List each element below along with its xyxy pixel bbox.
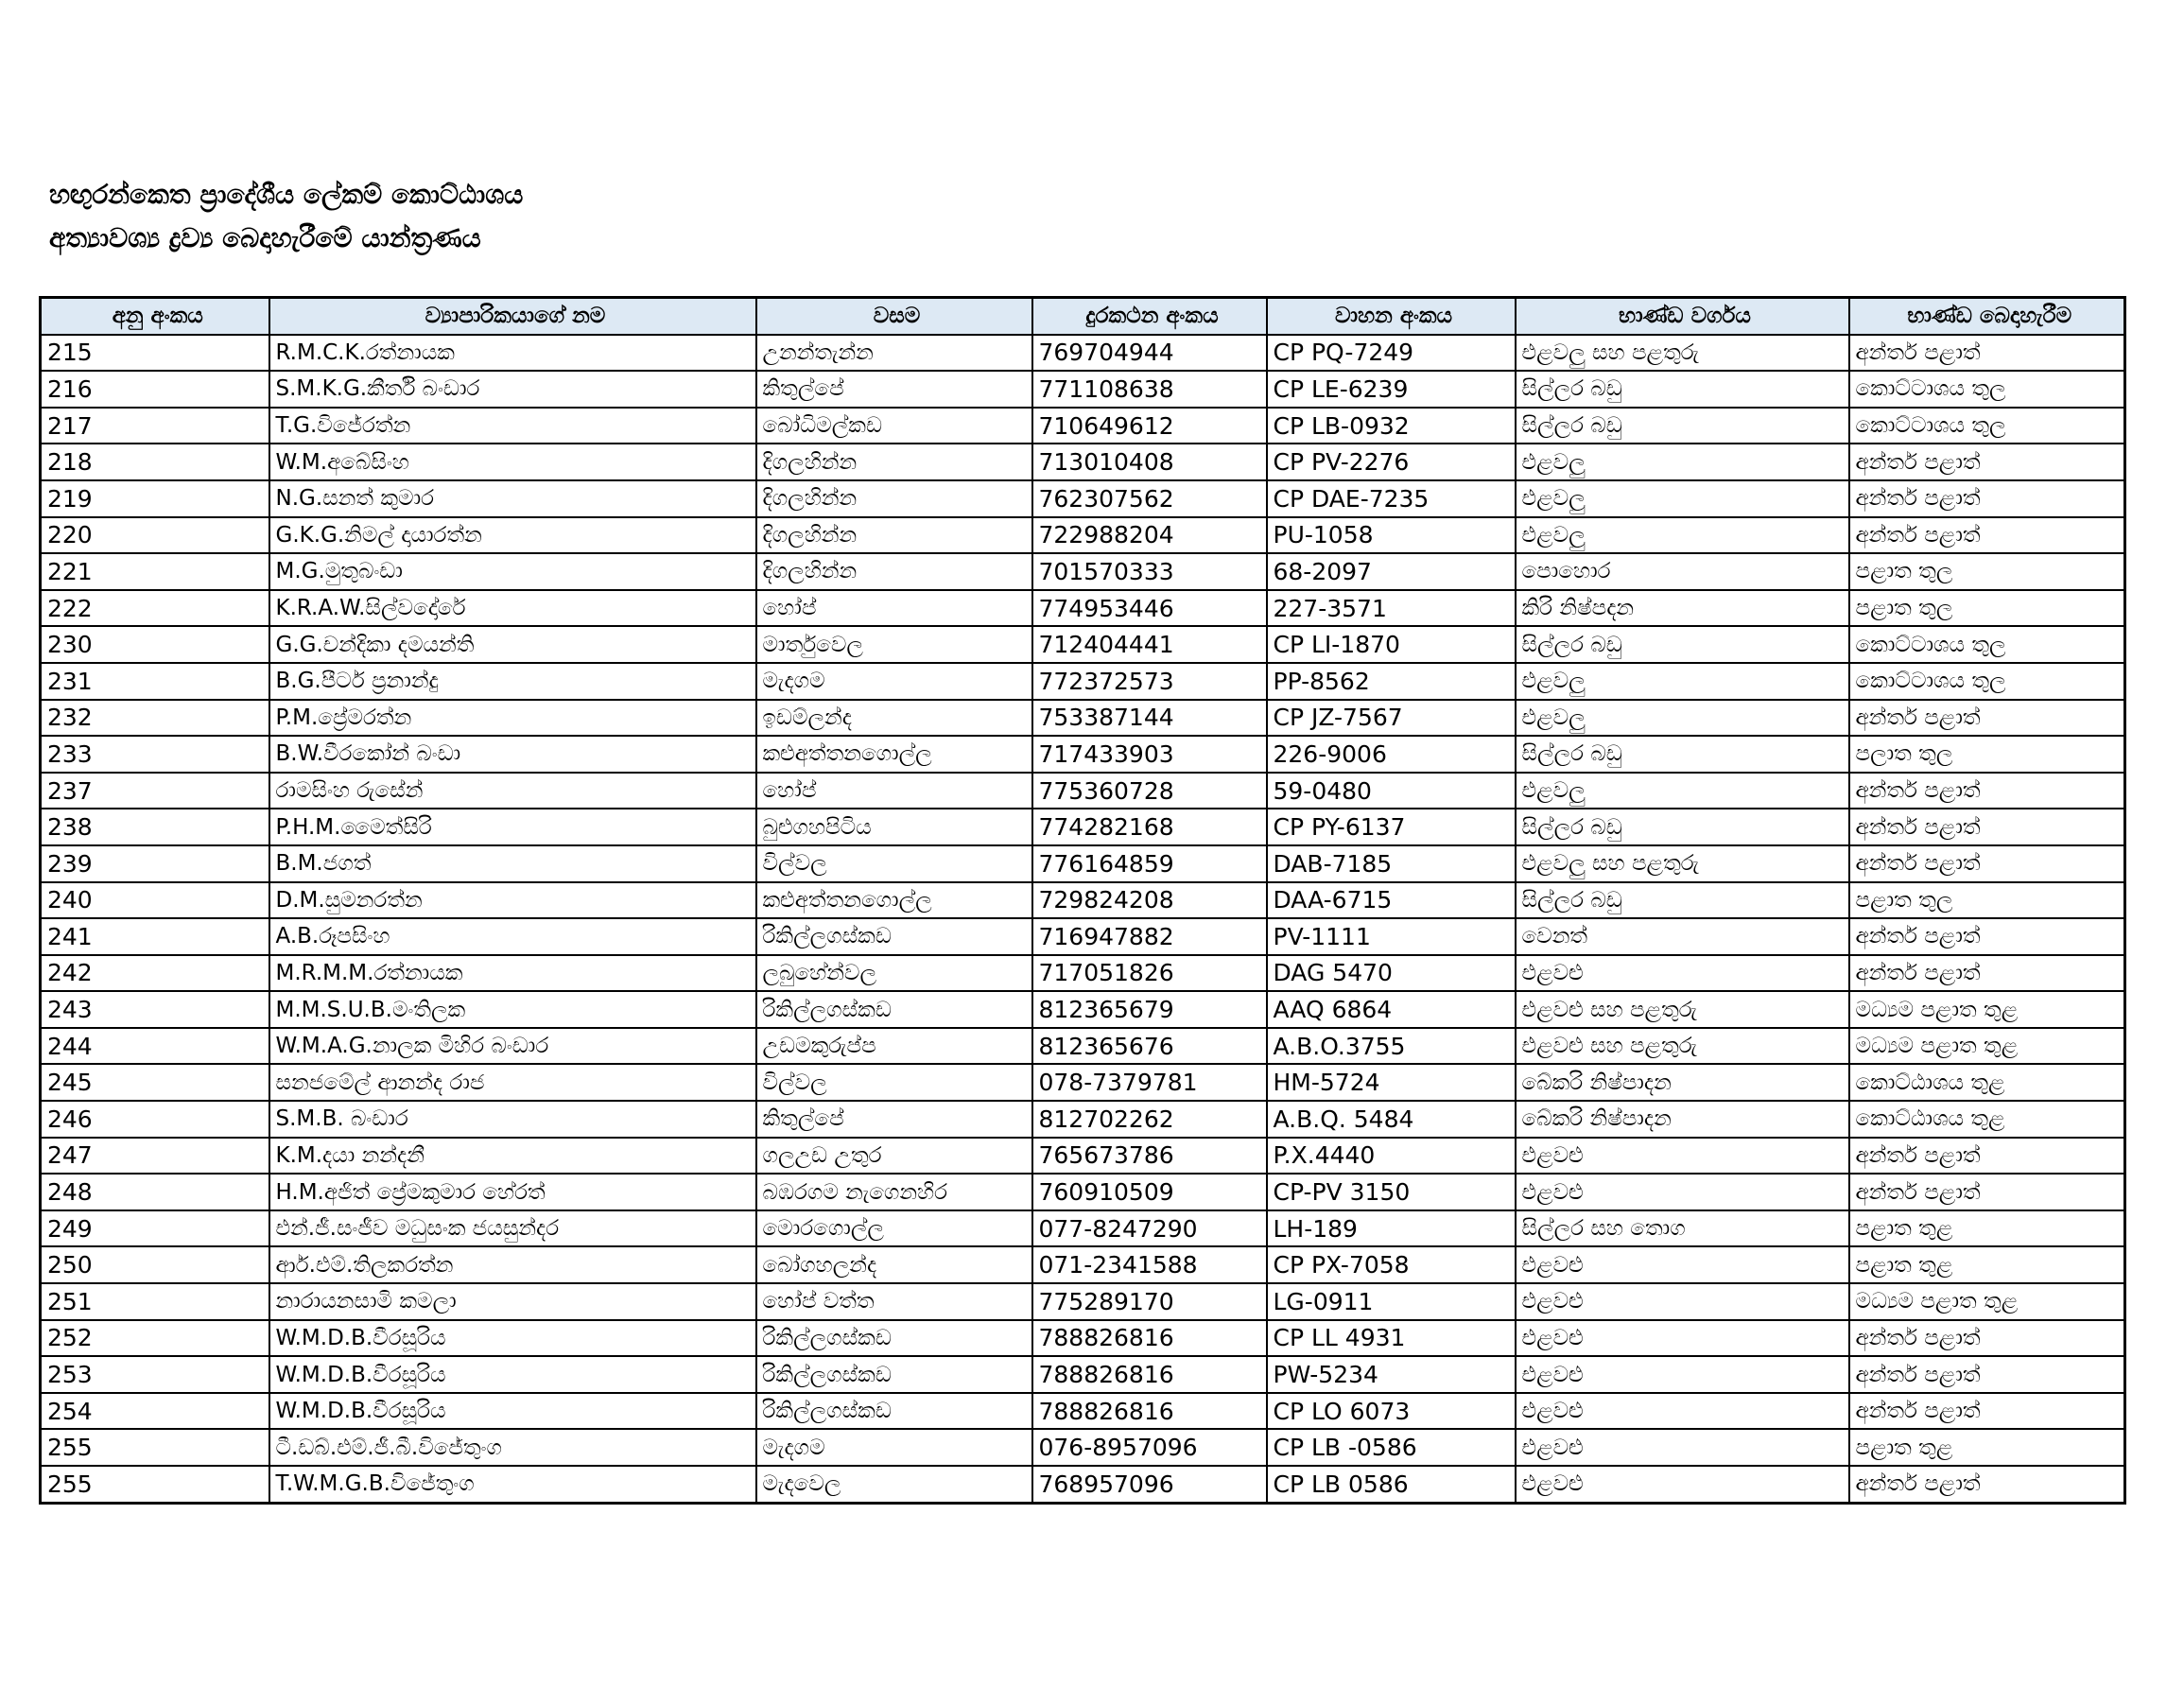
table-row: [41, 1466, 2125, 1503]
distribution-area-cell: අන්තර් පළාත්: [1849, 845, 2125, 882]
table-row: [41, 1101, 2125, 1138]
phone-number-cell: 812365679: [1032, 991, 1267, 1028]
trader-name-cell: ආර්.එම්.තිලකරත්න: [269, 1246, 756, 1283]
phone-number-cell: 788826816: [1032, 1356, 1267, 1393]
document-heading: [49, 173, 1373, 260]
serial-number-cell: 218: [41, 444, 269, 480]
vehicle-number-cell: CP LB-0932: [1267, 408, 1516, 444]
division-cell: බෝධිමල්කඩ: [756, 408, 1032, 444]
office-title: හඟුරන්කෙත ප්‍රාදේශීය ලේකම් කොට්ඨාශය: [49, 179, 524, 210]
division-cell: හෝප්: [756, 773, 1032, 809]
phone-number-cell: 077-8247290: [1032, 1210, 1267, 1247]
serial-number-cell: 254: [41, 1393, 269, 1430]
trader-name-cell: T.W.M.G.B.විජේතුංග: [269, 1466, 756, 1503]
distribution-area-cell: අන්තර් පළාත්: [1849, 1466, 2125, 1503]
phone-number-cell: 776164859: [1032, 845, 1267, 882]
phone-number-cell: 701570333: [1032, 553, 1267, 590]
vehicle-number-cell: A.B.O.3755: [1267, 1028, 1516, 1065]
serial-number-cell: 250: [41, 1246, 269, 1283]
table-row: [41, 517, 2125, 554]
phone-number-cell: 712404441: [1032, 626, 1267, 663]
trader-name-cell: W.M.අබේසිංහ: [269, 444, 756, 480]
trader-name-cell: B.G.පීටර් ප්‍රනාන්දු: [269, 663, 756, 700]
table-row: [41, 809, 2125, 845]
phone-number-cell: 716947882: [1032, 918, 1267, 955]
trader-name-cell: K.R.A.W.සිල්වදෝරේ: [269, 590, 756, 627]
goods-type-cell: එළවළු: [1516, 1138, 1849, 1175]
goods-type-cell: එළවලු: [1516, 517, 1849, 554]
table-row: [41, 590, 2125, 627]
vehicle-number-cell: CP LE-6239: [1267, 371, 1516, 408]
division-cell: හෝප් වත්ත: [756, 1283, 1032, 1320]
division-cell: බඹරගම නැගෙනහිර: [756, 1174, 1032, 1210]
vehicle-number-cell: AAQ 6864: [1267, 991, 1516, 1028]
distribution-area-cell: කොට්ඨාශය තුළ: [1849, 1101, 2125, 1138]
phone-number-cell: 071-2341588: [1032, 1246, 1267, 1283]
distribution-area-cell: අන්තර් පළාත්: [1849, 918, 2125, 955]
table-row: [41, 1283, 2125, 1320]
goods-type-cell: එළවළු: [1516, 1283, 1849, 1320]
distribution-area-cell: කොට්ඨාශය තුළ: [1849, 1064, 2125, 1101]
goods-type-cell: එළවලු: [1516, 773, 1849, 809]
phone-number-cell: 775289170: [1032, 1283, 1267, 1320]
trader-name-cell: S.M.K.G.කීර්ති බංඩාර: [269, 371, 756, 408]
phone-number-cell: 713010408: [1032, 444, 1267, 480]
goods-type-cell: එළවලු: [1516, 700, 1849, 737]
division-cell: රිකිල්ලගස්කඩ: [756, 991, 1032, 1028]
goods-type-cell: එළවලු: [1516, 480, 1849, 517]
phone-number-cell: 771108638: [1032, 371, 1267, 408]
serial-number-cell: 255: [41, 1429, 269, 1466]
goods-type-cell: එළවළු: [1516, 1174, 1849, 1210]
goods-type-cell: එළවළු: [1516, 955, 1849, 992]
vehicle-number-cell: PV-1111: [1267, 918, 1516, 955]
distribution-area-cell: පළාත තුල: [1849, 882, 2125, 919]
distribution-area-cell: අන්තර් පළාත්: [1849, 1393, 2125, 1430]
phone-number-cell: 078-7379781: [1032, 1064, 1267, 1101]
table-row: [41, 845, 2125, 882]
goods-type-cell: වෙනත්: [1516, 918, 1849, 955]
division-cell: උනන්තැන්න: [756, 335, 1032, 372]
goods-type-cell: එළවලු: [1516, 444, 1849, 480]
phone-number-cell: 788826816: [1032, 1393, 1267, 1430]
vehicle-number-cell: LG-0911: [1267, 1283, 1516, 1320]
serial-number-cell: 244: [41, 1028, 269, 1065]
goods-type-cell: එළවළු: [1516, 1393, 1849, 1430]
trader-name-cell: සනජමේල් ආනන්ද රාජ: [269, 1064, 756, 1101]
phone-number-cell: 812365676: [1032, 1028, 1267, 1065]
phone-number-cell: 774953446: [1032, 590, 1267, 627]
distribution-area-cell: අන්තර් පළාත්: [1849, 335, 2125, 372]
goods-type-cell: එළවලු සහ පළතුරු: [1516, 845, 1849, 882]
goods-type-cell: සිල්ලර බඩු: [1516, 882, 1849, 919]
division-cell: මොරගොල්ල: [756, 1210, 1032, 1247]
trader-name-cell: W.M.A.G.නාලක මිහිර බංඩාර: [269, 1028, 756, 1065]
table-row: [41, 553, 2125, 590]
header-distribution-area: භාණ්ඩ බෙදාහැරීම: [1849, 298, 2125, 335]
vehicle-number-cell: PU-1058: [1267, 517, 1516, 554]
vehicle-number-cell: CP-PV 3150: [1267, 1174, 1516, 1210]
distribution-area-cell: පළාත තුල: [1849, 590, 2125, 627]
goods-type-cell: පොහොර: [1516, 553, 1849, 590]
trader-name-cell: P.M.ප්‍රේමරත්න: [269, 700, 756, 737]
header-phone-number: දුරකථන අංකය: [1032, 298, 1267, 335]
phone-number-cell: 717433903: [1032, 736, 1267, 773]
phone-number-cell: 717051826: [1032, 955, 1267, 992]
goods-type-cell: සිල්ලර බඩු: [1516, 626, 1849, 663]
distribution-area-cell: පලාත තුල: [1849, 736, 2125, 773]
division-cell: රිකිල්ලගස්කඩ: [756, 1320, 1032, 1357]
division-cell: මැදගම: [756, 1429, 1032, 1466]
distribution-area-cell: පළාත තුළ: [1849, 1246, 2125, 1283]
division-cell: දිගලහින්න: [756, 480, 1032, 517]
trader-name-cell: P.H.M.මෛත්සිරි: [269, 809, 756, 845]
division-cell: බෝගහලන්ද: [756, 1246, 1032, 1283]
distribution-area-cell: අන්තර් පළාත්: [1849, 773, 2125, 809]
serial-number-cell: 239: [41, 845, 269, 882]
vehicle-number-cell: CP LB 0586: [1267, 1466, 1516, 1503]
serial-number-cell: 237: [41, 773, 269, 809]
serial-number-cell: 217: [41, 408, 269, 444]
trader-name-cell: B.W.වීරකෝන් බංඩා: [269, 736, 756, 773]
trader-name-cell: W.M.D.B.වීරසූරිය: [269, 1320, 756, 1357]
distribution-area-cell: අන්තර් පළාත්: [1849, 1174, 2125, 1210]
vehicle-number-cell: CP LL 4931: [1267, 1320, 1516, 1357]
trader-name-cell: D.M.සුමනරත්න: [269, 882, 756, 919]
phone-number-cell: 769704944: [1032, 335, 1267, 372]
table-row: [41, 444, 2125, 480]
vehicle-number-cell: CP PQ-7249: [1267, 335, 1516, 372]
division-cell: කළුඅත්තනගොල්ල: [756, 882, 1032, 919]
serial-number-cell: 247: [41, 1138, 269, 1175]
vehicle-number-cell: 226-9006: [1267, 736, 1516, 773]
phone-number-cell: 775360728: [1032, 773, 1267, 809]
table-row: [41, 700, 2125, 737]
vehicle-number-cell: PW-5234: [1267, 1356, 1516, 1393]
distribution-area-cell: මධ්‍යම පළාත තුළ: [1849, 1283, 2125, 1320]
vehicle-number-cell: CP PV-2276: [1267, 444, 1516, 480]
serial-number-cell: 231: [41, 663, 269, 700]
division-cell: දිගලහින්න: [756, 553, 1032, 590]
distribution-area-cell: පළාත තුළ: [1849, 1210, 2125, 1247]
goods-type-cell: එළවළු: [1516, 1429, 1849, 1466]
distribution-area-cell: පළාත තුල: [1849, 553, 2125, 590]
distribution-area-cell: අන්තර් පළාත්: [1849, 1320, 2125, 1357]
goods-type-cell: සිල්ලර සහ තොග: [1516, 1210, 1849, 1247]
distribution-area-cell: අන්තර් පළාත්: [1849, 955, 2125, 992]
trader-name-cell: නාරායනසාමි කමලා: [269, 1283, 756, 1320]
phone-number-cell: 076-8957096: [1032, 1429, 1267, 1466]
serial-number-cell: 245: [41, 1064, 269, 1101]
table-row: [41, 371, 2125, 408]
division-cell: ලබුහේන්වල: [756, 955, 1032, 992]
table-row: [41, 955, 2125, 992]
division-cell: රිකිල්ලගස්කඩ: [756, 918, 1032, 955]
vehicle-number-cell: HM-5724: [1267, 1064, 1516, 1101]
division-cell: කිතුල්පේ: [756, 1101, 1032, 1138]
vehicle-number-cell: CP LB -0586: [1267, 1429, 1516, 1466]
document-subtitle: අත්‍යාවශ්‍ය ද්‍රව්‍ය බෙදාහැරීමේ යාන්ත්‍රණය: [49, 222, 481, 253]
trader-name-cell: G.K.G.නිමල් දායාරත්න: [269, 517, 756, 554]
division-cell: ඉඩම්ලන්ද: [756, 700, 1032, 737]
vehicle-number-cell: CP JZ-7567: [1267, 700, 1516, 737]
serial-number-cell: 215: [41, 335, 269, 372]
table-row: [41, 1210, 2125, 1247]
vehicle-number-cell: LH-189: [1267, 1210, 1516, 1247]
serial-number-cell: 222: [41, 590, 269, 627]
serial-number-cell: 243: [41, 991, 269, 1028]
trader-name-cell: M.R.M.M.රත්නායක: [269, 955, 756, 992]
phone-number-cell: 765673786: [1032, 1138, 1267, 1175]
serial-number-cell: 219: [41, 480, 269, 517]
division-cell: විල්වල: [756, 845, 1032, 882]
phone-number-cell: 722988204: [1032, 517, 1267, 554]
distribution-area-cell: අන්තර් පළාත්: [1849, 1138, 2125, 1175]
division-cell: දිගලහින්න: [756, 517, 1032, 554]
serial-number-cell: 253: [41, 1356, 269, 1393]
phone-number-cell: 772372573: [1032, 663, 1267, 700]
table-row: [41, 1393, 2125, 1430]
serial-number-cell: 238: [41, 809, 269, 845]
serial-number-cell: 220: [41, 517, 269, 554]
distribution-area-cell: අන්තර් පළාත්: [1849, 480, 2125, 517]
vehicle-number-cell: PP-8562: [1267, 663, 1516, 700]
division-cell: ගලඋඩ උතුර: [756, 1138, 1032, 1175]
table-row: [41, 480, 2125, 517]
trader-name-cell: R.M.C.K.රත්නායක: [269, 335, 756, 372]
trader-name-cell: H.M.අජිත් ප්‍රේමකුමාර හේරත්: [269, 1174, 756, 1210]
goods-type-cell: සිල්ලර බඩු: [1516, 408, 1849, 444]
division-cell: රිකිල්ලගස්කඩ: [756, 1393, 1032, 1430]
table-row: [41, 408, 2125, 444]
serial-number-cell: 233: [41, 736, 269, 773]
goods-type-cell: එළවළු සහ පළතුරු: [1516, 1028, 1849, 1065]
goods-type-cell: එළවළු: [1516, 1466, 1849, 1503]
division-cell: හෝප්: [756, 590, 1032, 627]
division-cell: මාර්තුවෙල: [756, 626, 1032, 663]
distribution-area-cell: අන්තර් පළාත්: [1849, 700, 2125, 737]
table-row: [41, 1174, 2125, 1210]
trader-name-cell: W.M.D.B.වීරසූරිය: [269, 1393, 756, 1430]
header-vehicle-number: වාහන අංකය: [1267, 298, 1516, 335]
table-row: [41, 1320, 2125, 1357]
table-row: [41, 773, 2125, 809]
table-row: [41, 663, 2125, 700]
distribution-area-cell: කොට්ටාශය තුල: [1849, 408, 2125, 444]
phone-number-cell: 774282168: [1032, 809, 1267, 845]
division-cell: කළුඅත්තනගොල්ල: [756, 736, 1032, 773]
serial-number-cell: 251: [41, 1283, 269, 1320]
table-row: [41, 1356, 2125, 1393]
distribution-area-cell: කොට්ටාශය තුල: [1849, 663, 2125, 700]
vehicle-number-cell: 227-3571: [1267, 590, 1516, 627]
header-trader-name: ව්‍යාපාරිකයාගේ නම: [269, 298, 756, 335]
goods-type-cell: එළවළු: [1516, 1246, 1849, 1283]
goods-type-cell: සිල්ලර බඩු: [1516, 371, 1849, 408]
phone-number-cell: 753387144: [1032, 700, 1267, 737]
distribution-area-cell: මධ්‍යම පළාත තුළ: [1849, 1028, 2125, 1065]
vehicle-number-cell: CP PY-6137: [1267, 809, 1516, 845]
table-row: [41, 1429, 2125, 1466]
serial-number-cell: 255: [41, 1466, 269, 1503]
goods-type-cell: සිල්ලර බඩු: [1516, 736, 1849, 773]
vehicle-number-cell: P.X.4440: [1267, 1138, 1516, 1175]
trader-name-cell: M.G.මුතුබංඩා: [269, 553, 756, 590]
serial-number-cell: 241: [41, 918, 269, 955]
distribution-area-cell: අන්තර් පළාත්: [1849, 809, 2125, 845]
division-cell: මැදගම: [756, 663, 1032, 700]
serial-number-cell: 248: [41, 1174, 269, 1210]
division-cell: රිකිල්ලගස්කඩ: [756, 1356, 1032, 1393]
trader-name-cell: S.M.B. බංඩාර: [269, 1101, 756, 1138]
serial-number-cell: 240: [41, 882, 269, 919]
phone-number-cell: 768957096: [1032, 1466, 1267, 1503]
distribution-area-cell: කොට්ටාශය තුල: [1849, 626, 2125, 663]
vendor-table: [39, 296, 2126, 1505]
table-row: [41, 882, 2125, 919]
trader-name-cell: ටී.ඩබ්.එම්.ජී.බී.විජේතුංග: [269, 1429, 756, 1466]
goods-type-cell: සිල්ලර බඩු: [1516, 809, 1849, 845]
goods-type-cell: එළවළු: [1516, 1356, 1849, 1393]
distribution-area-cell: අන්තර් පළාත්: [1849, 444, 2125, 480]
serial-number-cell: 249: [41, 1210, 269, 1247]
vehicle-number-cell: CP DAE-7235: [1267, 480, 1516, 517]
vehicle-number-cell: CP LI-1870: [1267, 626, 1516, 663]
header-goods-type: භාණ්ඩ වර්ගය: [1516, 298, 1849, 335]
serial-number-cell: 252: [41, 1320, 269, 1357]
distribution-area-cell: අන්තර් පළාත්: [1849, 1356, 2125, 1393]
division-cell: මැදවෙල: [756, 1466, 1032, 1503]
goods-type-cell: කිරි නිෂ්පදන: [1516, 590, 1849, 627]
goods-type-cell: එළවලු: [1516, 663, 1849, 700]
serial-number-cell: 221: [41, 553, 269, 590]
serial-number-cell: 230: [41, 626, 269, 663]
goods-type-cell: එළවලු සහ පළතුරු: [1516, 335, 1849, 372]
vehicle-number-cell: CP LO 6073: [1267, 1393, 1516, 1430]
distribution-area-cell: කොට්ටාශය තුල: [1849, 371, 2125, 408]
trader-name-cell: W.M.D.B.වීරසූරිය: [269, 1356, 756, 1393]
trader-name-cell: N.G.සනත් කුමාර: [269, 480, 756, 517]
distribution-area-cell: මධ්‍යම පළාත තුළ: [1849, 991, 2125, 1028]
vehicle-number-cell: DAA-6715: [1267, 882, 1516, 919]
table-row: [41, 1246, 2125, 1283]
phone-number-cell: 710649612: [1032, 408, 1267, 444]
phone-number-cell: 729824208: [1032, 882, 1267, 919]
serial-number-cell: 216: [41, 371, 269, 408]
division-cell: විල්වල: [756, 1064, 1032, 1101]
trader-name-cell: B.M.ජගත්: [269, 845, 756, 882]
trader-name-cell: T.G.විජේරත්න: [269, 408, 756, 444]
trader-name-cell: G.G.චන්දිකා දමයන්ති: [269, 626, 756, 663]
serial-number-cell: 232: [41, 700, 269, 737]
serial-number-cell: 242: [41, 955, 269, 992]
distribution-area-cell: අන්තර් පළාත්: [1849, 517, 2125, 554]
table-row: [41, 1138, 2125, 1175]
division-cell: දිගලහින්න: [756, 444, 1032, 480]
vehicle-number-cell: CP PX-7058: [1267, 1246, 1516, 1283]
table-header-row: [41, 298, 2125, 335]
table-row: [41, 918, 2125, 955]
table-row: [41, 626, 2125, 663]
table-body: [41, 335, 2125, 1504]
division-cell: උඩමකුරුප්ප: [756, 1028, 1032, 1065]
trader-name-cell: එන්.ජී.සංජීව මධුසංක ජයසුන්දර: [269, 1210, 756, 1247]
division-cell: බුළුගහපිටිය: [756, 809, 1032, 845]
table-row: [41, 991, 2125, 1028]
trader-name-cell: K.M.දයා නන්දනී: [269, 1138, 756, 1175]
header-serial-number: අනු අංකය: [41, 298, 269, 335]
phone-number-cell: 762307562: [1032, 480, 1267, 517]
vehicle-number-cell: 68-2097: [1267, 553, 1516, 590]
goods-type-cell: එළවළු සහ පළතුරු: [1516, 991, 1849, 1028]
table-row: [41, 736, 2125, 773]
goods-type-cell: බේකරි නිෂ්පාදන: [1516, 1101, 1849, 1138]
trader-name-cell: රාමසිංහ රුසේන්: [269, 773, 756, 809]
division-cell: කිතුල්පේ: [756, 371, 1032, 408]
header-division: වසම: [756, 298, 1032, 335]
trader-name-cell: A.B.රූපසිංහ: [269, 918, 756, 955]
table-row: [41, 1064, 2125, 1101]
vehicle-number-cell: A.B.Q. 5484: [1267, 1101, 1516, 1138]
phone-number-cell: 760910509: [1032, 1174, 1267, 1210]
serial-number-cell: 246: [41, 1101, 269, 1138]
table-row: [41, 335, 2125, 372]
goods-type-cell: එළවළු: [1516, 1320, 1849, 1357]
goods-type-cell: බේකරි නිෂ්පාදන: [1516, 1064, 1849, 1101]
trader-name-cell: M.M.S.U.B.මංතිලක: [269, 991, 756, 1028]
phone-number-cell: 812702262: [1032, 1101, 1267, 1138]
table-row: [41, 1028, 2125, 1065]
vehicle-number-cell: DAB-7185: [1267, 845, 1516, 882]
distribution-area-cell: පළාත තුළ: [1849, 1429, 2125, 1466]
vehicle-number-cell: 59-0480: [1267, 773, 1516, 809]
phone-number-cell: 788826816: [1032, 1320, 1267, 1357]
vehicle-number-cell: DAG 5470: [1267, 955, 1516, 992]
